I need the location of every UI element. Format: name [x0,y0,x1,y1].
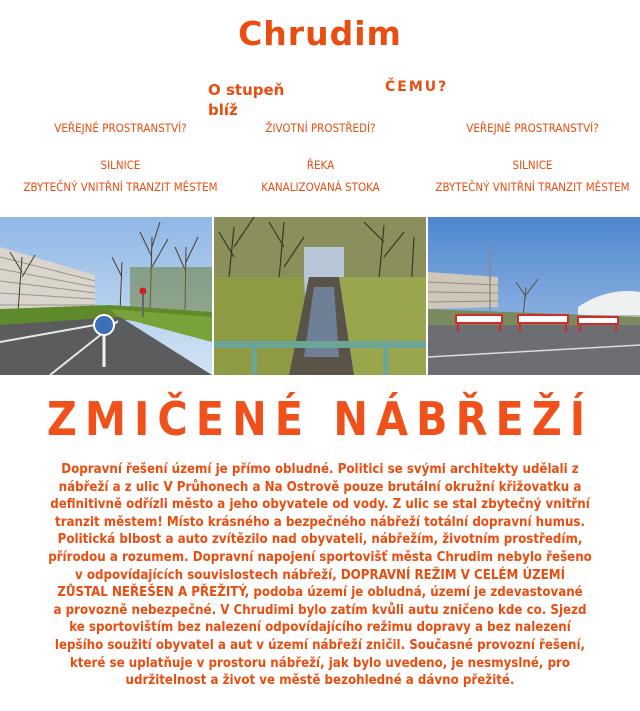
body-line: Politická blbost a auto zvítězilo nad obyvateli, nábřežím, životním prostředím, [57,532,583,548]
column-1-title: SILNICE [100,158,141,172]
body-line: tranzit městem! Místo krásného a bezpečného nábřeží totální dopravní humus. [55,514,585,530]
body-line: Dopravní řešení území je přímo obludné. Politici se svými architekty udělali z [61,462,579,477]
column-2-subtitle: KANALIZOVANÁ STOKA [261,180,380,194]
column-3-subtitle: ZBYTEČNÝ VNITŘNÍ TRANZIT MĚSTEM [435,180,630,194]
body-line: které se uplatňuje v prostoru nábřeží, jak bylo uvedeno, je nesmyslné, pro [69,655,571,671]
tagline-left [208,80,328,120]
column-3-title: SILNICE [512,158,553,172]
tagline-line-2: blíž [208,101,238,119]
column-1-question: VEŘEJNÉ PROSTRANSTVÍ? [54,121,187,135]
body-line: v odpovídajících souvislostech nábřeží, DOPRAVNÍ REŽIM V CELÉM ÚZEMÍ [74,567,566,583]
logo-text: Chrudim [238,14,402,53]
body-line: a provozně nebezpečné. V Chrudimi bylo zatím kvůli autu zničeno kde co. Sjezd [53,602,587,618]
body-line: lepšího soužití obyvatel a aut v území nábřeží zničil. Současné provozní řešení, [54,637,586,653]
photo-river [214,217,426,375]
body-line: definitivně odřízli město a jeho obyvatele od vody. Z ulic se stal zbytečný vnitřní [50,497,590,513]
tagline-right: ČEMU? [385,79,449,95]
body-line: nábřeží a z ulic V Průhonech a Na Ostrově pouze brutální okružní křižovatku a [58,479,582,495]
photo-road-2 [428,217,640,375]
body-line: udržitelnost a život ve městě bezohledné a dávno přežité. [125,673,515,689]
column-1-subtitle: ZBYTEČNÝ VNITŘNÍ TRANZIT MĚSTEM [23,180,218,194]
chrudim-logo [0,14,640,53]
tagline-line-1: O stupeň [208,81,285,99]
body-line: ke sportovištím bez nalezení odpovídajícího režimu dopravy a bez nalezení [69,620,571,636]
column-3-question: VEŘEJNÉ PROSTRANSTVÍ? [466,121,599,135]
photo-road-1 [0,217,212,375]
column-2-title: ŘEKA [306,158,335,172]
column-2-question: ŽIVOTNÍ PROSTŘEDÍ? [265,121,376,135]
body-line: ZŮSTAL NEŘEŠEN A PŘEŽITÝ, podoba území je obludná, území je zdevastované [57,585,583,601]
headline: ZMIČENÉ NÁBŘEŽÍ [46,392,594,446]
body-paragraph [8,461,632,690]
body-line: přírodou a rozumem. Dopravní napojení sportovišť města Chrudim nebylo řešeno [48,549,592,565]
